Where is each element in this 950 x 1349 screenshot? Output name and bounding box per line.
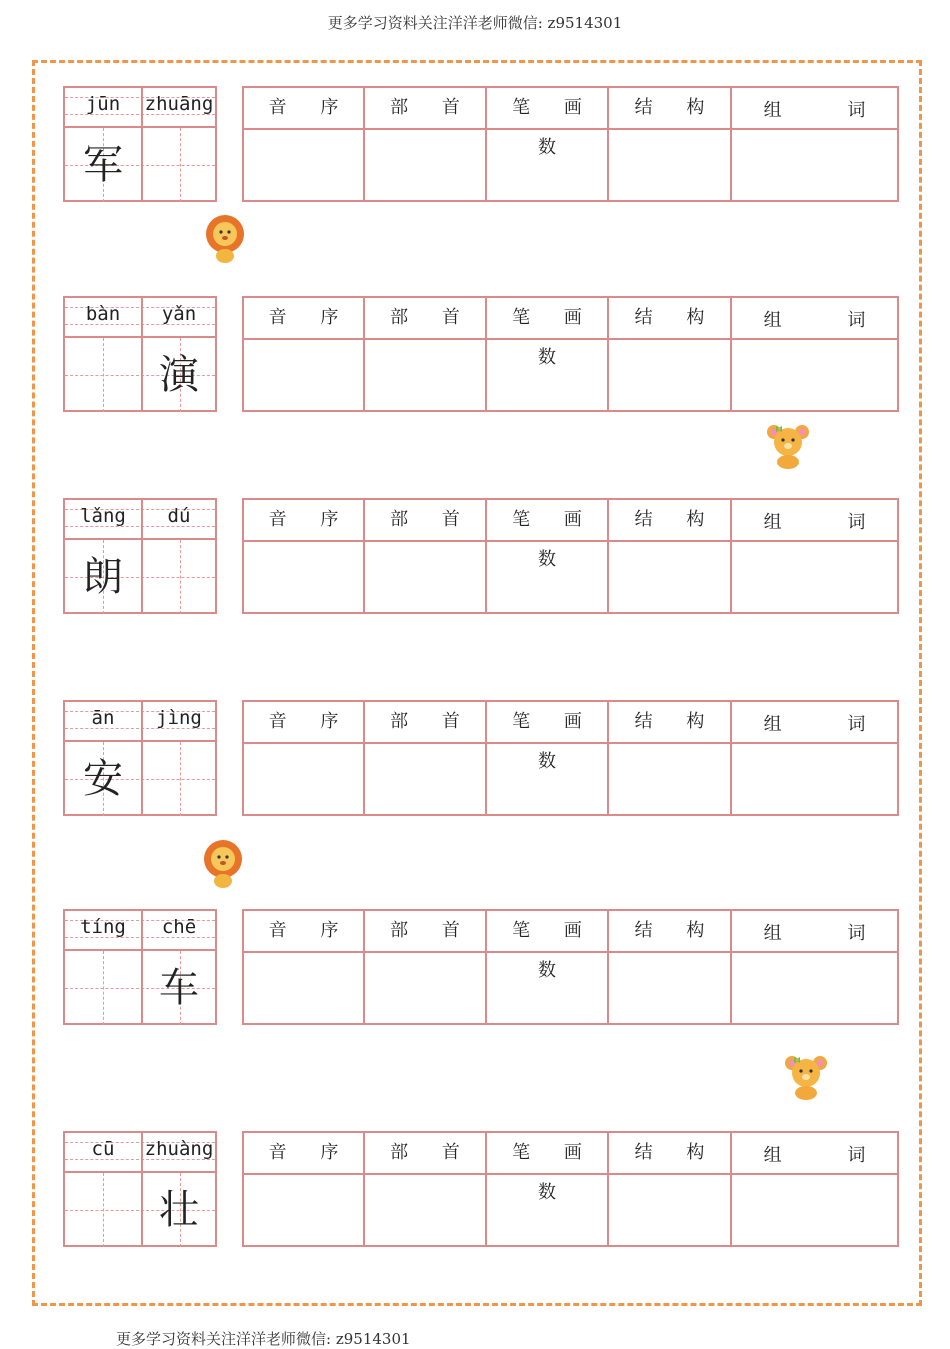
header-note: 更多学习资料关注洋洋老师微信: z9514301: [327, 14, 623, 32]
cell-zuci[interactable]: [732, 542, 897, 612]
info-table: [242, 296, 899, 412]
cell-bushou[interactable]: [365, 340, 487, 410]
cell-bihuashu[interactable]: [487, 744, 609, 814]
cell-bushou[interactable]: [365, 744, 487, 814]
pinyin-1: jūn: [85, 93, 121, 115]
header-jiegou: 结 构: [609, 1133, 732, 1175]
pinyin-1: lǎng: [80, 505, 126, 527]
cell-bushou[interactable]: [365, 953, 487, 1023]
header-bushou: 部 首: [365, 298, 487, 340]
lion-icon: [200, 837, 246, 889]
pinyin-2: dú: [167, 505, 191, 527]
header-zuci: 组 词: [732, 298, 897, 340]
header-jiegou: 结 构: [609, 702, 732, 744]
cell-zuci[interactable]: [732, 130, 897, 200]
cell-zuci[interactable]: [732, 1175, 897, 1245]
cell-jiegou[interactable]: [609, 744, 732, 814]
hanzi-2: 车: [159, 965, 199, 1011]
tianzige-grid: [63, 498, 217, 614]
info-table: [242, 909, 899, 1025]
cell-bihuashu[interactable]: [487, 340, 609, 410]
info-table: [242, 498, 899, 614]
word-row-2: [0, 296, 950, 414]
word-row-1: [0, 86, 950, 204]
cell-yinxu[interactable]: [244, 130, 365, 200]
header-yinxu: 音 序: [244, 1133, 365, 1175]
header-bushou: 部 首: [365, 911, 487, 953]
pinyin-2: zhuàng: [144, 1138, 214, 1160]
header-jiegou: 结 构: [609, 500, 732, 542]
header-jiegou: 结 构: [609, 298, 732, 340]
pinyin-1: cū: [91, 1138, 115, 1160]
word-row-5: [0, 909, 950, 1027]
header-zuci: 组 词: [732, 500, 897, 542]
bear-icon: [762, 420, 814, 470]
pinyin-2: zhuāng: [144, 93, 214, 115]
header-bihuashu: 笔 画 数: [487, 702, 609, 744]
hanzi-1: 安: [83, 756, 123, 802]
cell-bihuashu[interactable]: [487, 953, 609, 1023]
header-yinxu: 音 序: [244, 500, 365, 542]
header-zuci: 组 词: [732, 88, 897, 130]
cell-zuci[interactable]: [732, 953, 897, 1023]
cell-yinxu[interactable]: [244, 744, 365, 814]
cell-bihuashu[interactable]: [487, 130, 609, 200]
header-bihuashu: 笔 画 数: [487, 911, 609, 953]
cell-jiegou[interactable]: [609, 1175, 732, 1245]
hanzi-1: 军: [83, 142, 123, 188]
header-bihuashu: 笔 画 数: [487, 1133, 609, 1175]
hanzi-2: 演: [159, 352, 199, 398]
cell-jiegou[interactable]: [609, 130, 732, 200]
header-jiegou: 结 构: [609, 911, 732, 953]
header-bushou: 部 首: [365, 88, 487, 130]
hanzi-1: 朗: [83, 554, 123, 600]
tianzige-grid: [63, 700, 217, 816]
cell-bushou[interactable]: [365, 1175, 487, 1245]
tianzige-grid: [63, 1131, 217, 1247]
header-bushou: 部 首: [365, 702, 487, 744]
pinyin-2: chē: [161, 916, 197, 938]
header-yinxu: 音 序: [244, 88, 365, 130]
header-zuci: 组 词: [732, 702, 897, 744]
pinyin-2: jìng: [156, 707, 202, 729]
cell-zuci[interactable]: [732, 744, 897, 814]
pinyin-1: ān: [91, 707, 115, 729]
header-bihuashu: 笔 画 数: [487, 500, 609, 542]
pinyin-2: yǎn: [161, 303, 197, 325]
header-yinxu: 音 序: [244, 702, 365, 744]
tianzige-grid: [63, 909, 217, 1025]
cell-bushou[interactable]: [365, 130, 487, 200]
bear-icon: [780, 1051, 832, 1101]
cell-yinxu[interactable]: [244, 1175, 365, 1245]
cell-jiegou[interactable]: [609, 953, 732, 1023]
info-table: [242, 700, 899, 816]
pinyin-1: tíng: [80, 916, 126, 938]
word-row-3: [0, 498, 950, 616]
header-bushou: 部 首: [365, 500, 487, 542]
header-yinxu: 音 序: [244, 911, 365, 953]
header-zuci: 组 词: [732, 911, 897, 953]
word-row-4: [0, 700, 950, 818]
header-bihuashu: 笔 画 数: [487, 88, 609, 130]
cell-yinxu[interactable]: [244, 340, 365, 410]
tianzige-grid: [63, 296, 217, 412]
cell-zuci[interactable]: [732, 340, 897, 410]
tianzige-grid: [63, 86, 217, 202]
header-bihuashu: 笔 画 数: [487, 298, 609, 340]
info-table: [242, 86, 899, 202]
page-frame: [32, 60, 922, 1306]
cell-yinxu[interactable]: [244, 953, 365, 1023]
header-bushou: 部 首: [365, 1133, 487, 1175]
cell-jiegou[interactable]: [609, 340, 732, 410]
cell-bihuashu[interactable]: [487, 1175, 609, 1245]
header-jiegou: 结 构: [609, 88, 732, 130]
hanzi-2: 壮: [159, 1187, 199, 1233]
cell-yinxu[interactable]: [244, 542, 365, 612]
word-row-6: [0, 1131, 950, 1249]
pinyin-1: bàn: [85, 303, 121, 325]
lion-icon: [202, 212, 248, 264]
footer-note: 更多学习资料关注洋洋老师微信: z9514301: [116, 1330, 411, 1348]
info-table: [242, 1131, 899, 1247]
header-yinxu: 音 序: [244, 298, 365, 340]
header-zuci: 组 词: [732, 1133, 897, 1175]
cell-jiegou[interactable]: [609, 542, 732, 612]
cell-bihuashu[interactable]: [487, 542, 609, 612]
cell-bushou[interactable]: [365, 542, 487, 612]
